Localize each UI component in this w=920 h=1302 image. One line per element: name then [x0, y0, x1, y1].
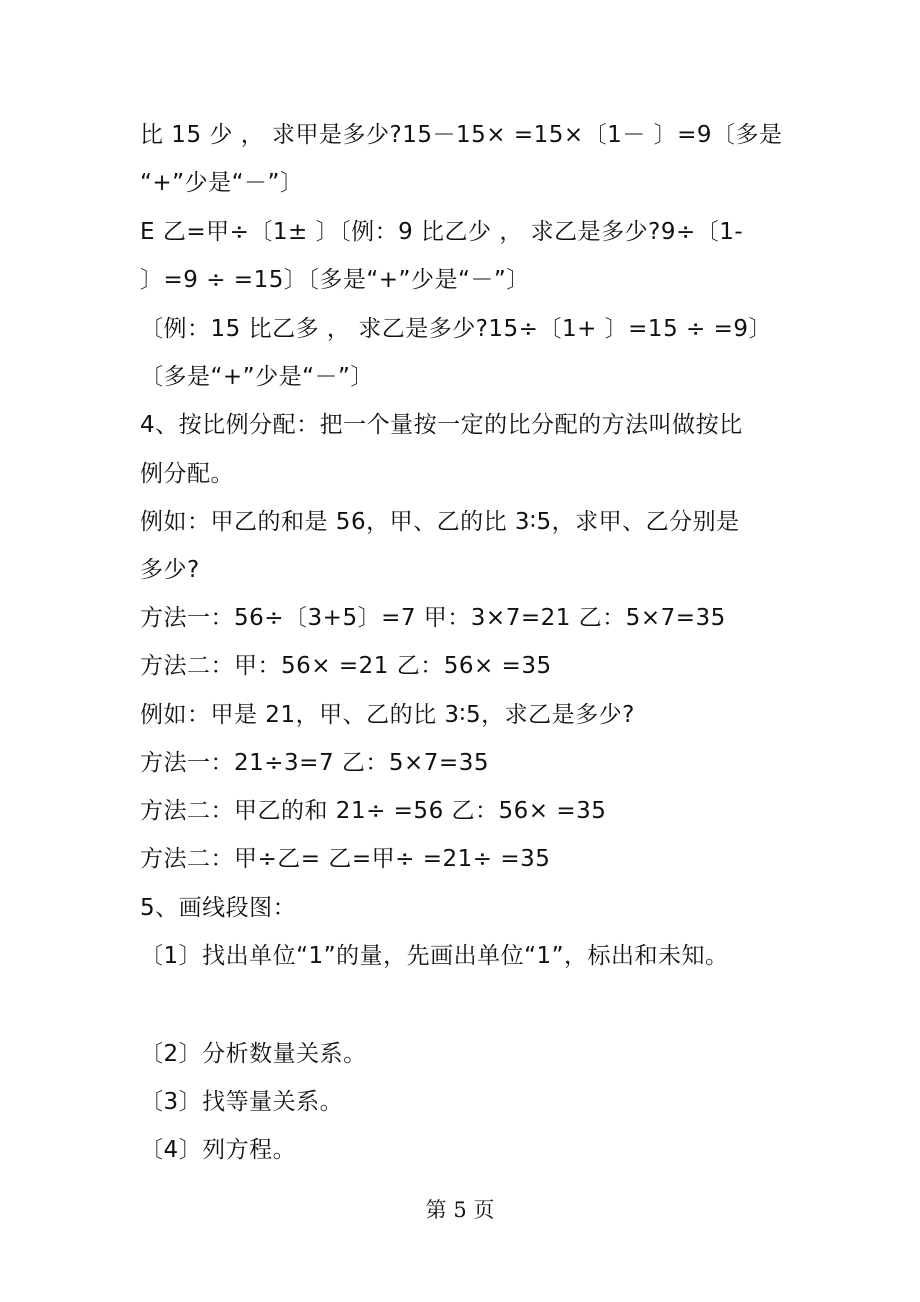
text-line-1: 比 15 少 ， 求甲是多少?15－15× =15×〔1－ 〕=9〔多是 [140, 122, 783, 148]
text-line-8: 例分配。 [140, 461, 234, 487]
text-line-20: 〔3〕找等量关系。 [140, 1089, 344, 1115]
text-line-4: 〕=9 ÷ =15〕〔多是“+”少是“－”〕 [140, 267, 530, 293]
text-line-17: 5、画线段图： [140, 895, 297, 921]
text-line-14: 方法一：21÷3=7 乙：5×7=35 [140, 750, 489, 776]
text-line-6: 〔多是“+”少是“－”〕 [140, 364, 374, 390]
text-line-19: 〔2〕分析数量关系。 [140, 1041, 367, 1067]
text-line-11: 方法一：56÷〔3+5〕=7 甲：3×7=21 乙：5×7=35 [140, 605, 726, 631]
text-line-15: 方法二：甲乙的和 21÷ =56 乙：56× =35 [140, 798, 607, 824]
text-line-3: E 乙=甲÷〔1± 〕〔例：9 比乙少 ， 求乙是多少?9÷〔1- [140, 219, 744, 245]
text-line-12: 方法二：甲：56× =21 乙：56× =35 [140, 653, 552, 679]
text-line-21: 〔4〕列方程。 [140, 1137, 297, 1163]
text-line-13: 例如：甲是 21，甲、乙的比 3∶5，求乙是多少? [140, 702, 635, 728]
page-number-footer: 第 5 页 [425, 1198, 495, 1222]
text-line-9: 例如：甲乙的和是 56，甲、乙的比 3∶5，求甲、乙分别是 [140, 509, 740, 535]
text-line-7: 4、按比例分配：把一个量按一定的比分配的方法叫做按比 [140, 412, 743, 438]
text-line-10: 多少? [140, 557, 200, 583]
text-line-2: “+”少是“－”〕 [140, 170, 304, 196]
text-line-18: 〔1〕找出单位“1”的量，先画出单位“1”，标出和未知。 [140, 943, 729, 969]
text-line-16: 方法二：甲÷乙= 乙=甲÷ =21÷ =35 [140, 846, 551, 872]
text-line-5: 〔例：15 比乙多 ， 求乙是多少?15÷〔1+ 〕=15 ÷ =9〕 [140, 316, 772, 342]
